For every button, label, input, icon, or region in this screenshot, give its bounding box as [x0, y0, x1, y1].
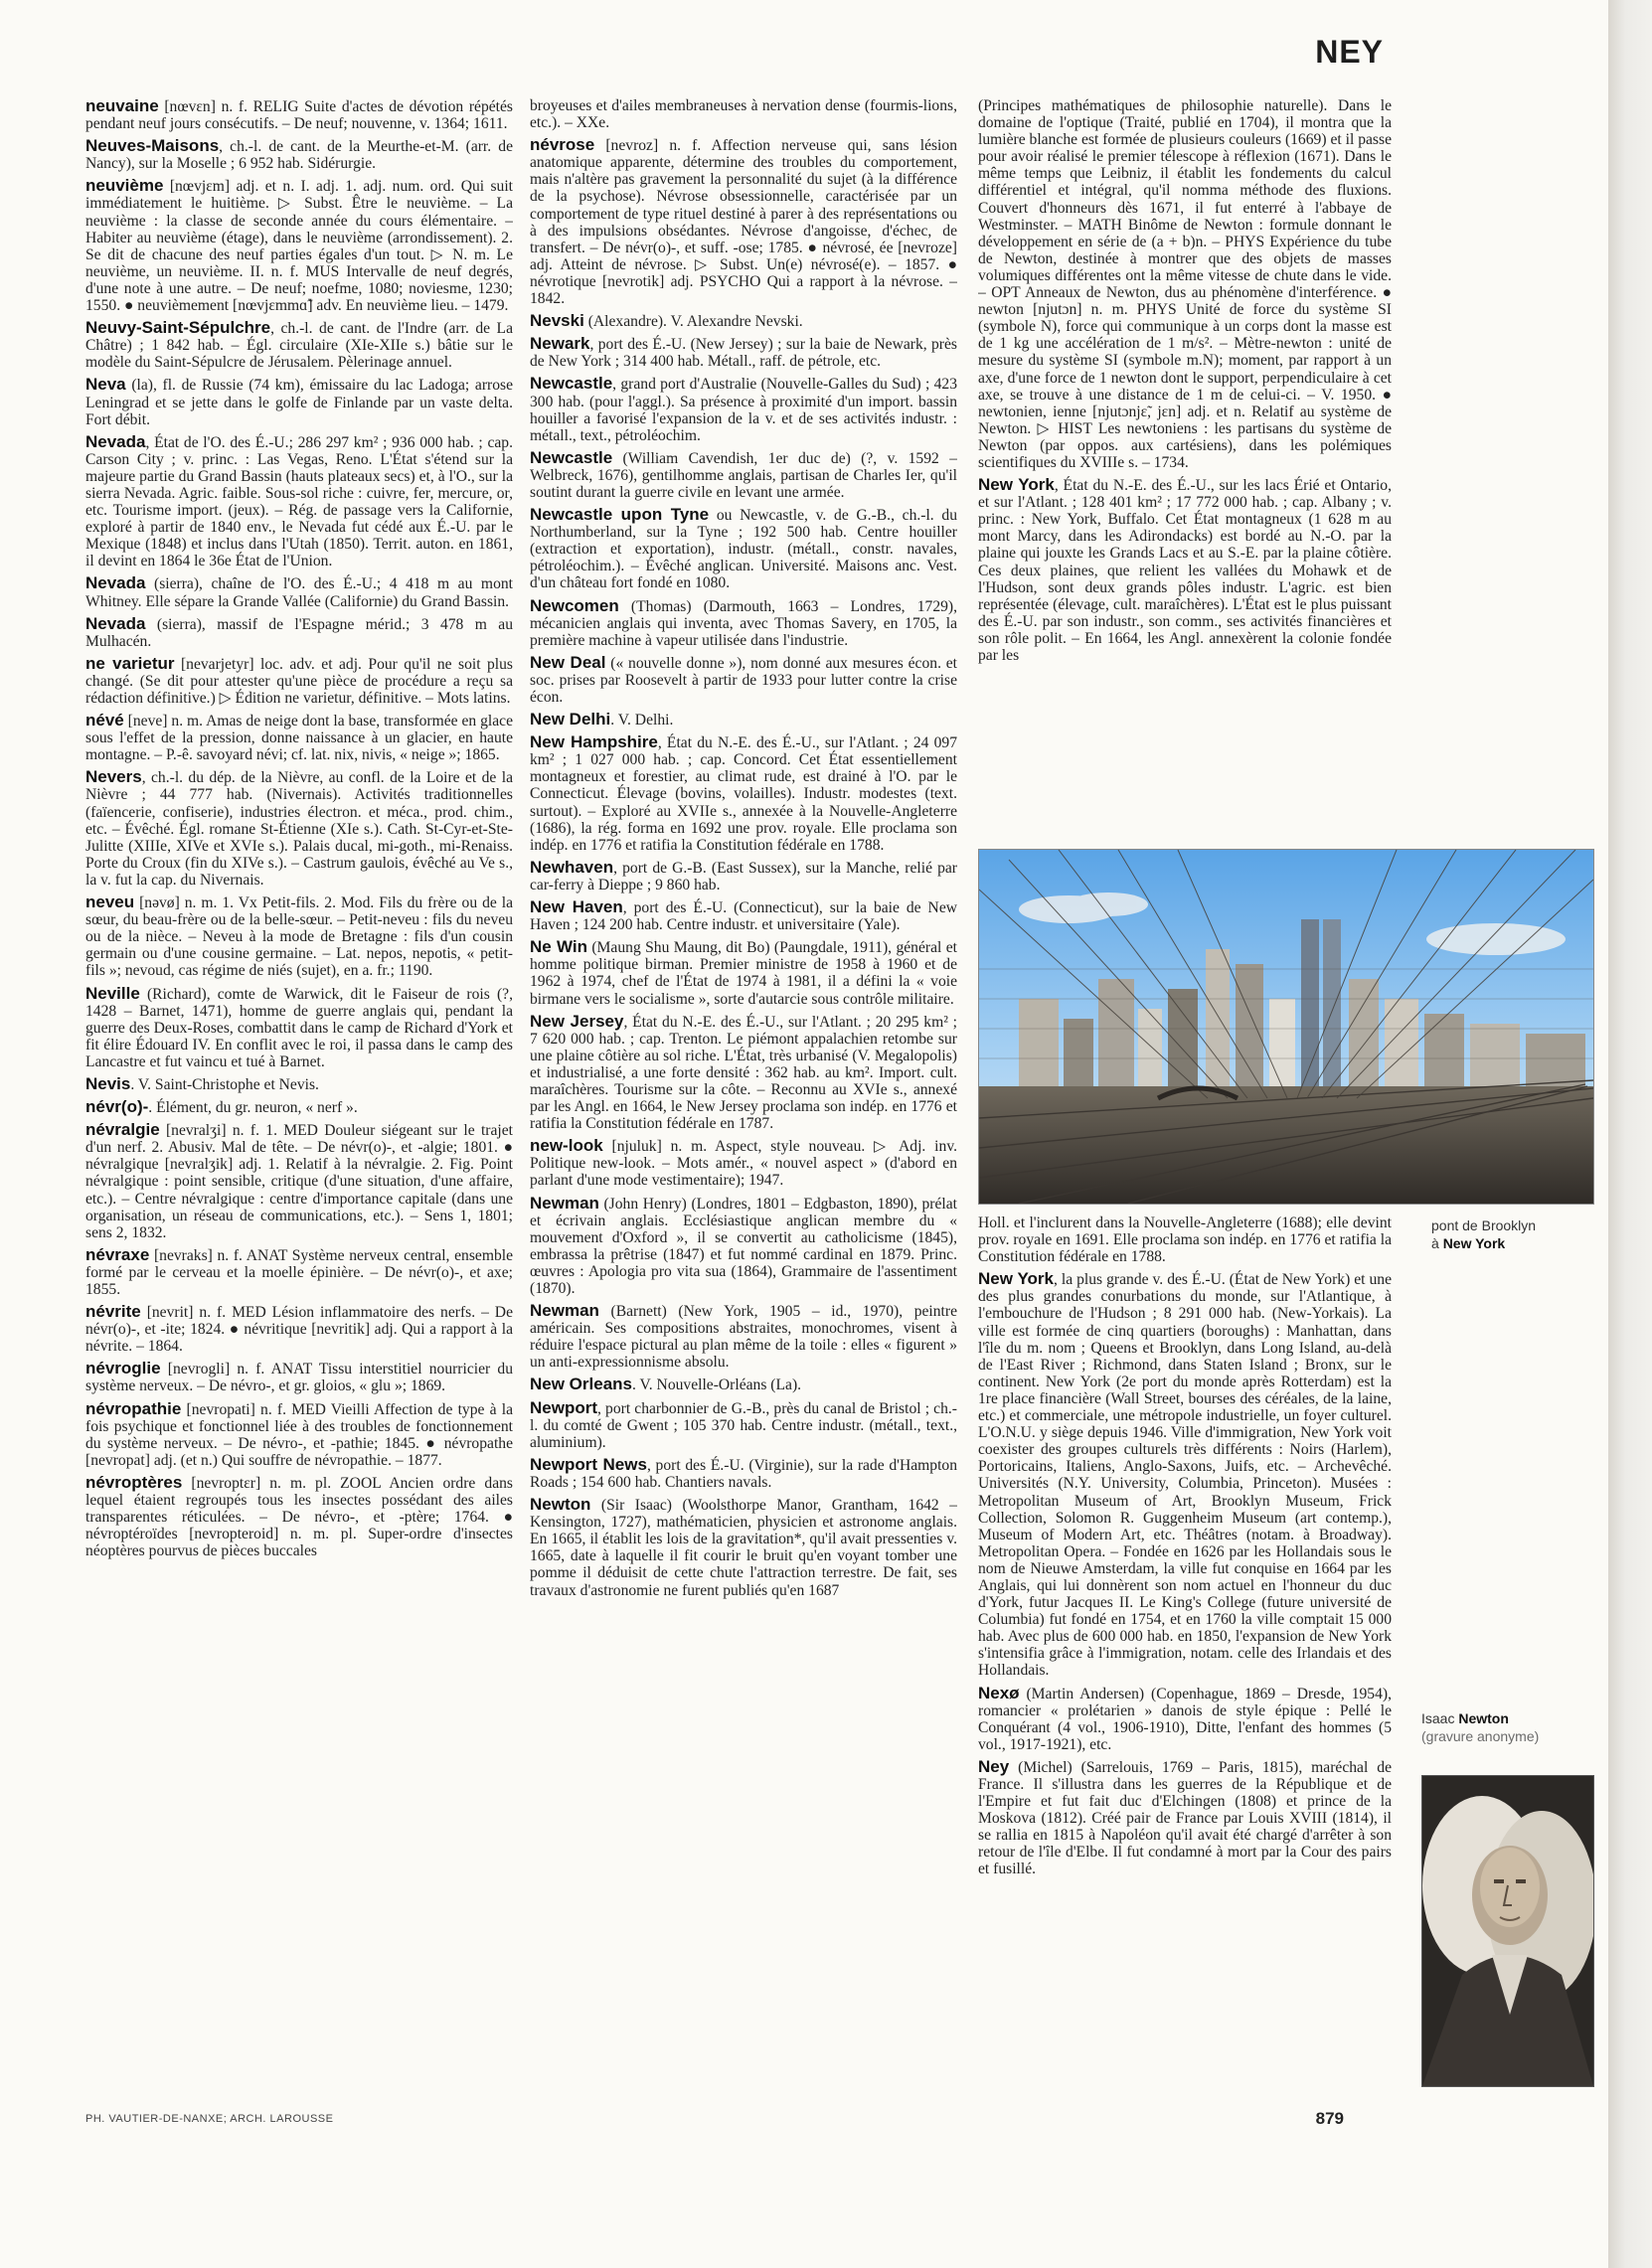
entry-text: , État du N.-E. des É.-U., sur les lacs Érié et Ontario, et sur l'Atlant. ; 128 401 km² ; 17 772 000 hab. ; cap. Albany ; v. princ. : New York, Buffalo. Cet État montagneux (1 628 m au mont Marcy, dans les Adirondacks) est bordé au N.-O. par la plaine qui jouxte les Grands Lacs et au S.-E. par la plaine côtière. Ces deux plaines, que relient les vallées du Mohawk et de l'Hudson, sont deux grands pôles industr. L'agric. est bien représentée (élevage, cult. maraîchères). L'État est le plus puissant des É.-U. par son industr., son comm., ses activités financières et son rôle polit. – En 1664, les Angl. annexèrent la colonie fondée par les	[978, 477, 1392, 664]
headword: Nevis	[85, 1073, 131, 1093]
dictionary-entry	[530, 335, 957, 370]
dictionary-entry	[85, 655, 513, 707]
dictionary-entry	[530, 1399, 957, 1451]
dictionary-entry	[530, 654, 957, 706]
dictionary-entry	[85, 1303, 513, 1355]
bridge-caption	[1431, 1216, 1600, 1252]
dictionary-entry	[530, 1496, 957, 1599]
dictionary-entry	[530, 597, 957, 649]
entry-text: , État de l'O. des É.-U.; 286 297 km² ; 936 000 hab. ; cap. Carson City ; v. princ. : Las Vegas, Reno. L'État s'étend sur la majeure partie du Grand Bassin (hauts plateaux secs) et, à l'O., sur la sierra Nevada. Agric. faible. Sous-sol riche : cuivre, fer, mercure, or, etc. Tourisme import. (jeux). – Rég. de passage vers la Californie, exploré à partir de 1840 env., le Nevada fut cédé aux É.-U. par le Mexique (1848) et inclus dans l'Utah (1850). Territ. auton. en 1861, il devint en 1864 le 36e État de l'Union.	[85, 433, 513, 570]
brooklyn-bridge-photo	[978, 849, 1594, 1205]
headword: New Deal	[530, 652, 606, 672]
entry-text: (Alexandre). V. Alexandre Nevski.	[583, 313, 803, 331]
headword: Newton	[530, 1495, 591, 1515]
dictionary-entry	[85, 1246, 513, 1298]
dictionary-entry	[85, 1098, 513, 1116]
entry-text: (Principes mathématiques de philosophie naturelle). Dans le domaine de l'optique (Traité, publié en 1704), il montra que la lumière blanche est formée de plusieurs couleurs (1669) et il passe pour avoir réalisé le premier télescope à réflexion (1671). Dans le même temps que Leibniz, il établit les fondements du calcul différentiel et intégral, qu'il nomma méthode des fluxions. Couvert d'honneurs dès 1671, il fut enterré à l'abbaye de Westminster. – MATH Binôme de Newton : formule donnant le développement en série de (a + b)n. – PHYS Expérience du tube de Newton, destinée à montrer que des objets de masses volumiques différentes ont la même vitesse de chute dans le vide. – OPT Anneaux de Newton, dus au phénomène d'interférence. ● newton [njutɔn] n. m. PHYS Unité de force du système SI (symbole N), force qui communique à un corps dont la masse est de 1 kg une accélération de 1 m/s². – Mètre-newton : unité de mesure du système SI (symbole m.N); moment, par rapport à un axe, d'une force de 1 newton dont le support, perpendiculaire à cet axe, se trouve à une distance de 1 m de celui-ci. – V. 1950. ● newtonien, ienne [njutɔnjɛ̃, jɛn] adj. et n. Relatif au système de Newton. ▷ HIST Les newtoniens : les partisans du système de Newton (par oppos. aux cartésiens), dans les polémiques scientifiques du XVIIIe s. – 1734.	[978, 97, 1392, 471]
headword: Nexø	[978, 1683, 1020, 1702]
entry-text: [nœvɛn] n. f. RELIG Suite d'actes de dévotion répétés pendant neuf jours consécutifs. – De neuf; nouvenne, v. 1364; 1611.	[85, 98, 513, 133]
dictionary-entry	[530, 1376, 957, 1393]
entry-text: [nevrogli] n. f. ANAT Tissu interstitiel nourricier du système nerveux. – De névro-, et gr. gloios, « glu »; 1869.	[85, 1361, 513, 1395]
dictionary-entry	[530, 136, 957, 307]
entry-text: [nevralʒi] n. f. 1. MED Douleur siégeant sur le trajet d'un nerf. 2. Abusiv. Mal de tête. – De névr(o)-, et -algie; 1801. ● névralgique [nevralʒik] adj. 1. Relatif à la névralgie. 2. Fig. Point névralgique : point sensible, critique (d'une situation, d'une affaire, etc.). – Centre névralgique : centre d'importance capitale (dans une organisation, un réseau de communications, etc.). – Sens 1, 1801; sens 2, 1832.	[85, 1122, 513, 1241]
dictionary-entry	[978, 1685, 1392, 1753]
headword: Newcomen	[530, 595, 619, 615]
entry-text: , la plus grande v. des É.-U. (État de New York) et une des plus grandes conurbations du monde, sur l'Atlantique, à l'embouchure de l'Hudson ; 8 291 000 hab. (New-Yorkais). La ville est formée de cinq quartiers (boroughs) : Manhattan, dans l'île du m. nom ; Queens et Brooklyn, dans Long Island, au-delà de l'East River ; Richmond, dans Staten Island ; Bronx, sur le continent. New York (2e port du monde après Rotterdam) est la 1re place financière (Wall Street, bourses des céréales, de la laine, etc.) et commerciale, une métropole industrielle, un foyer culturel. L'O.N.U. y siège depuis 1946. Ville d'immigration, New York voit coexister des groupes culturels très différents : Noirs (Harlem), Portoricains, Italiens, Anglo-Saxons, Juifs, etc. – Archevêché. Universités (N.Y. University, Columbia, Princeton). Musées : Metropolitan Museum of Art, Brooklyn Museum, Frick Collection, Solomon R. Guggenheim Museum (art contemp.), Museum of Modern Art, etc. Théâtres (notam. à Broadway). Metropolitan Opera. – Fondée en 1626 par les Hollandais sous le nom de Nieuwe Amsterdam, la ville fut conquise en 1664 par les Anglais, qui lui donnèrent son nom actuel en l'honneur du duc d'York, futur Jacques II. Le King's College (future université de Columbia) fut fondé en 1754, et en 1760 la ville comptait 15 000 hab. Avec plus de 600 000 hab. en 1850, l'expansion de New York s'intensifia grâce à l'immigration, notam. celle des Irlandais et des Hollandais.	[978, 1271, 1392, 1680]
entry-text: (sierra), massif de l'Espagne mérid.; 3 478 m au Mulhacén.	[85, 615, 513, 650]
headword: Newport News	[530, 1454, 647, 1474]
entry-text: . V. Saint-Christophe et Nevis.	[130, 1075, 319, 1093]
column-3-bottom	[978, 1215, 1392, 2087]
entry-text: , port charbonnier de G.-B., près du canal de Bristol ; ch.-l. du comté de Gwent ; 105 370 hab. Centre industr. (métall., text., aluminium).	[530, 1399, 957, 1451]
headword: Ne Win	[530, 937, 587, 957]
headword: névé	[85, 711, 124, 730]
entry-text: [njuluk] n. m. Aspect, style nouveau. ▷ Adj. inv. Politique new-look. – Mots amér., « nouvel aspect » (d'abord en parlant d'une mode vestimentaire); 1947.	[530, 1138, 957, 1190]
headword: Nevers	[85, 767, 142, 787]
entry-text: , port des É.-U. (Virginie), sur la rade d'Hampton Roads ; 154 600 hab. Chantiers navals.	[530, 1456, 957, 1491]
entry-text: (John Henry) (Londres, 1801 – Edgbaston, 1890), prélat et écrivain anglais. Ecclésiastique anglican membre du « mouvement d'Oxford », il se convertit au catholicisme (1845), embrassa la prêtrise (1847) et fut nommé cardinal en 1879. Princ. œuvres : Apologia pro vita sua (1864), Grammaire de l'assentiment (1870).	[530, 1195, 957, 1297]
dictionary-entry	[85, 433, 513, 570]
headword: névralgie	[85, 1120, 160, 1140]
dictionary-entry	[85, 319, 513, 371]
entry-text: [nevarjetyr] loc. adv. et adj. Pour qu'il ne soit plus changé. (Se dit pour attester qu'une pièce de procédure a reçu sa rédaction définitive.) ▷ Édition ne varietur, définitive. – Mots latins.	[85, 655, 513, 707]
dictionary-entry	[978, 1270, 1392, 1679]
headword: New Haven	[530, 897, 623, 917]
headword: neuvième	[85, 176, 164, 196]
headword: new-look	[530, 1136, 603, 1156]
dictionary-entry	[530, 375, 957, 443]
entry-text: , ch.-l. du dép. de la Nièvre, au confl. de la Loire et de la Nièvre ; 44 777 hab. (Nivernais). Activités traditionnelles (faïencerie, confiserie), industries électron. et méca., prod. chim., etc. – Évêché. Égl. romane St-Étienne (XIe s.). Cath. St-Cyr-et-Ste-Julitte (XIIIe, XIVe et XVIe s.). Palais ducal, mi-goth., mi-Renaiss. Porte du Croux (fin du XIVe s.). – Castrum gaulois, évêché au Ve s., la v. fut la cap. du Nivernais.	[85, 769, 513, 889]
entry-text: , ch.-l. de cant. de la Meurthe-et-M. (arr. de Nancy), sur la Moselle ; 6 952 hab. Sidérurgie.	[85, 138, 513, 173]
headword: Newcastle upon Tyne	[530, 505, 710, 525]
entry-text: (Barnett) (New York, 1905 – id., 1970), peintre américain. Ses compositions abstraites, monochromes, visent à réduire l'espace pictural au plan même de la toile : elles « figurent » un anti-expressionnisme absolu.	[530, 1303, 957, 1372]
headword: névropathie	[85, 1398, 182, 1418]
headword: New York	[978, 475, 1055, 495]
entry-text: , grand port d'Australie (Nouvelle-Galles du Sud) ; 423 300 hab. (pour l'aggl.). Sa présence à proximité d'un import. bassin houiller a favorisé l'expansion de la v. et de ses activités industr. : métall., text., pétroléochim.	[530, 376, 957, 444]
entry-text: (Michel) (Sarrelouis, 1769 – Paris, 1815), maréchal de France. Il s'illustra dans les guerres de la République et de l'Empire et fut fait duc d'Elchingen (1808) et prince de la Moskova (1812). Créé pair de France par Louis XVIII (1814), il se rallia en 1815 à Napoléon qu'il avait été chargé d'arrêter à son retour de l'île d'Elbe. Il fut condamné à mort par la Cour des pairs et fusillé.	[978, 1758, 1392, 1878]
entry-text: . V. Nouvelle-Orléans (La).	[632, 1377, 802, 1394]
dictionary-entry	[978, 1758, 1392, 1878]
entry-text: [nəvø] n. m. 1. Vx Petit-fils. 2. Mod. Fils du frère ou de la sœur, du beau-frère ou de la belle-sœur. – Petit-neveu : fils du neveu ou de la nièce. – Neveu à la mode de Bretagne : fils d'un cousin germain ou d'une cousine germaine. – Lat. nepos, nepotis, « petit-fils »; nevoud, cas régime de niés (sujet), en a. fr.; 1190.	[85, 894, 513, 980]
newton-caption-first: Isaac	[1421, 1710, 1455, 1726]
headword: Neva	[85, 375, 126, 395]
entry-text: [nœvjɛm] adj. et n. I. adj. 1. adj. num. ord. Qui suit immédiatement le huitième. ▷ Subst. Être le neuvième. – La neuvième : la classe de seconde année du cours élémentaire. – Habiter au neuvième (étage), dans le neuvième (arrondissement). 2. Se dit de chacune des neuf parties égales d'un tout. ▷ N. m. Le neuvième, un neuvième. II. n. f. MUS Intervalle de neuf degrés, d'une note à une autre. – De neuf; noefme, 1080; noviesme, 1230; 1550. ● neuvièmement [nœvjɛmmɑ̃] adv. En neuvième lieu. – 1479.	[85, 178, 513, 315]
entry-text: (Martin Andersen) (Copenhague, 1869 – Dresde, 1954), romancier « prolétarien » danois de style épique : Pellé le Conquérant (4 vol., 1906-1910), Ditte, l'enfant des hommes (5 vol., 1917-1921), etc.	[978, 1685, 1392, 1753]
headword: ne varietur	[85, 653, 175, 673]
running-head: NEY	[1315, 34, 1384, 70]
dictionary-entry	[85, 615, 513, 650]
bridge-caption-place: New York	[1442, 1235, 1506, 1251]
dictionary-entry	[85, 1360, 513, 1394]
entry-text: (sierra), chaîne de l'O. des É.-U.; 4 418 m au mont Whitney. Elle sépare la Grande Vallée (Californie) du Grand Bassin.	[85, 575, 513, 610]
entry-text: Holl. et l'inclurent dans la Nouvelle-Angleterre (1688); elle devint prov. royale en 1691. Elle proclama son indép. en 1776 et ratifia la Constitution fédérale en 1788.	[978, 1215, 1392, 1266]
newton-caption-sub: (gravure anonyme)	[1421, 1728, 1540, 1744]
headword: neuvaine	[85, 97, 159, 115]
entry-text: (William Cavendish, 1er duc de) (?, v. 1592 – Welbreck, 1676), gentilhomme anglais, partisan de Charles Ier, qu'il soutint durant la guerre civile en levant une armée.	[530, 449, 957, 501]
dictionary-entry	[85, 1075, 513, 1093]
headword: Neuvy-Saint-Sépulchre	[85, 318, 271, 338]
dictionary-entry	[85, 1121, 513, 1241]
entry-text: (Thomas) (Darmouth, 1663 – Londres, 1729), mécanicien anglais qui inventa, avec Thomas Savery, en 1705, la première machine à vapeur utilisée dans l'industrie.	[530, 597, 957, 649]
headword: névraxe	[85, 1244, 150, 1264]
entry-text: (Maung Shu Maung, dit Bo) (Paungdale, 1911), général et homme politique birman. Premier ministre de 1958 à 1960 et de 1962 à 1974, chef de l'État de 1974 à 1981, il a défini la « voie birmane vers le socialisme », sorte d'autarcie sous contrôle militaire.	[530, 939, 957, 1008]
headword: Newcastle	[530, 447, 613, 467]
entry-text: [neve] n. m. Amas de neige dont la base, transformée en glace sous l'effet de la pression, donne naissance à un glacier, en haute montagne. – P.-ê. savoyard névi; cf. lat. nix, nivis, « neige »; 1865.	[85, 713, 513, 764]
headword: New Orleans	[530, 1375, 632, 1394]
entry-text: ou Newcastle, v. de G.-B., ch.-l. du Northumberland, sur la Tyne ; 192 500 hab. Centre houiller (extraction et exportation), industr. (métall., constr. navales, pétroléochim.). – Évêché anglican. Université. Maisons anc. Vest. d'un château fort fondé en 1080.	[530, 507, 957, 592]
dictionary-entry	[530, 1137, 957, 1189]
headword: névrose	[530, 135, 595, 155]
headword: New Jersey	[530, 1011, 624, 1031]
headword: névrite	[85, 1302, 141, 1322]
headword: Newport	[530, 1397, 597, 1417]
entry-text: [nevroz] n. f. Affection nerveuse qui, sans lésion anatomique apparente, détermine des troubles du comportement, mais n'altère pas gravement la personnalité du sujet (à la différence de la psychose). Névrose obsessionnelle, caractérisée par un comportement de type rituel destiné à parer à des représentations ou à des impulsions obsédantes. Névrose d'angoisse, d'échec, de transfert. – De névr(o)-, et suff. -ose; 1785. ● névrosé, ée [nevroze] adj. Atteint de névrose. ▷ Subst. Un(e) névrosé(e). – 1857. ● névrotique [nevrotik] adj. PSYCHO Qui a rapport à la névrose. – 1842.	[530, 137, 957, 308]
headword: Ney	[978, 1756, 1010, 1776]
headword: New Hampshire	[530, 732, 658, 752]
dictionary-entry	[85, 1400, 513, 1469]
bridge-caption-prefix: pont de Brooklyn	[1431, 1217, 1537, 1233]
entry-text: [nevropati] n. f. MED Vieilli Affection de type à la fois psychique et fonctionnel liée à des troubles de fonctionnement du système nerveux. – De névro-, et -pathie; 1845. ● névropathe [nevropat] adj. (et n.) Qui souffre de névropathie. – 1877.	[85, 1400, 513, 1469]
scan-edge	[1608, 0, 1652, 2268]
entry-text: . Élément, du gr. neuron, « nerf ».	[148, 1099, 358, 1117]
column-2	[530, 97, 957, 2085]
headword: Neuves-Maisons	[85, 136, 220, 156]
headword: New York	[978, 1269, 1054, 1289]
bridge-caption-at: à	[1431, 1235, 1439, 1251]
dictionary-entry	[85, 97, 513, 132]
headword: Newark	[530, 334, 590, 354]
headword: Neville	[85, 983, 140, 1003]
headword: Newman	[530, 1301, 599, 1321]
dictionary-entry	[85, 712, 513, 763]
dictionary-entry	[530, 733, 957, 854]
entry-text: . V. Delhi.	[610, 712, 674, 729]
newton-caption	[1421, 1709, 1600, 1745]
headword: Newhaven	[530, 857, 614, 877]
dictionary-entry	[85, 893, 513, 979]
entry-text: [nevraks] n. f. ANAT Système nerveux central, ensemble formé par le cerveau et la moelle épinière. – De névr(o)-, et axe; 1855.	[85, 1246, 513, 1298]
entry-text: (Richard), comte de Warwick, dit le Faiseur de rois (?, 1428 – Barnet, 1471), homme de guerre anglais qui, pendant la guerre des Deux-Roses, combattit dans le camp de Richard d'York et fit élire Édouard IV. En conflit avec le roi, il passa dans le camp des Lancastre et fut vaincu et tué à Barnet.	[85, 985, 513, 1070]
headword: Nevada	[85, 573, 146, 593]
headword: Newman	[530, 1193, 599, 1213]
dictionary-entry	[978, 476, 1392, 664]
headword: Newcastle	[530, 374, 613, 394]
entry-text: , port des É.-U. (Connecticut), sur la baie de New Haven ; 124 200 hab. Centre industr. et universitaire (Yale).	[530, 899, 957, 934]
dictionary-entry	[530, 1302, 957, 1371]
dictionary-entry	[530, 1456, 957, 1491]
newton-engraving	[1422, 1776, 1593, 2086]
dictionary-entry	[85, 574, 513, 609]
newton-portrait	[1421, 1775, 1594, 2087]
column-1	[85, 97, 513, 2085]
headword: Nevada	[85, 613, 146, 633]
headword: névroptères	[85, 1472, 183, 1492]
entry-text: , ch.-l. de cant. de l'Indre (arr. de La Châtre) ; 1 842 hab. – Égl. circulaire (XIe-XIIe s.) bâtie sur le modèle du Saint-Sépulcre de Jérusalem. Pèlerinage annuel.	[85, 320, 513, 372]
dictionary-entry	[85, 985, 513, 1070]
dictionary-entry	[530, 312, 957, 330]
dictionary-entry	[530, 859, 957, 893]
dictionary-entry	[85, 137, 513, 172]
dictionary-entry	[530, 1195, 957, 1298]
entry-text: [nevroptɛr] n. m. pl. ZOOL Ancien ordre dans lequel étaient regroupés tous les insectes possédant des ailes transparentes réticulées. – De névro-, et -ptère; 1764. ● névroptéroïdes [nevropteroid] n. m. pl. Super-ordre d'insectes néoptères pourvus de pièces buccales	[85, 1474, 513, 1560]
dictionary-entry	[85, 177, 513, 314]
headword: New Delhi	[530, 710, 611, 729]
entry-text: , État du N.-E. des É.-U., sur l'Atlant. ; 24 097 km² ; 1 027 000 hab. ; cap. Concord. Cet État essentiellement montagneux et forestier, au climat rude, est drainé à l'O. par le Connecticut. Élevage (bovins, volailles). Industr. modestes (text. surtout). – Exploré au XVIIe s., annexée à la Nouvelle-Angleterre (1686), la rég. forma en 1692 une prov. royale. Elle proclama son indép. en 1776 et ratifia la Constitution fédérale en 1788.	[530, 734, 957, 854]
entry-text: , État du N.-E. des É.-U., sur l'Atlant. ; 20 295 km² ; 7 620 000 hab. ; cap. Trenton. Le piémont appalachien retombe sur une plaine côtière au sol riche. L'État, très urbanisé (V. Megalopolis) et industrialisé, a une forte densité : 362 hab. au km². Import. cult. maraîchères. Tourisme sur la côte. – Reconnu au XVIe s., annexé par les Angl. en 1664, le New Jersey proclama son indép. en 1776 et ratifia la Constitution fédérale en 1787.	[530, 1013, 957, 1133]
dictionary-entry	[530, 506, 957, 591]
headword: Nevski	[530, 311, 584, 331]
dictionary-entry	[85, 768, 513, 889]
entry-text: (« nouvelle donne »), nom donné aux mesures écon. et soc. prises par Roosevelt à partir de 1933 pour lutter contre la crise écon.	[530, 654, 957, 706]
headword: Nevada	[85, 431, 146, 451]
dictionary-entry	[530, 711, 957, 729]
dictionary-entry	[530, 1013, 957, 1133]
brooklyn-bridge-illustration	[979, 850, 1593, 1204]
entry-text: (Sir Isaac) (Woolsthorpe Manor, Grantham, 1642 – Kensington, 1727), mathématicien, physicien et astronome anglais. En 1665, il établit les lois de la gravitation*, qu'il avait pressenties v. 1665, date à laquelle il fit courir le bruit qu'en voyant tomber une pomme il déduisit de cette chute l'attraction terrestre. De fait, ses travaux d'astronomie ne furent publiés qu'en 1687	[530, 1497, 957, 1599]
dictionary-entry	[530, 97, 957, 131]
entry-text: , port de G.-B. (East Sussex), sur la Manche, relié par car-ferry à Dieppe ; 9 860 hab.	[530, 859, 957, 893]
dictionary-entry	[530, 449, 957, 501]
entry-text: broyeuses et d'ailes membraneuses à nervation dense (fourmis-lions, etc.). – XXe.	[530, 97, 957, 132]
dictionary-entry	[530, 898, 957, 933]
dictionary-entry	[85, 376, 513, 427]
headword: névr(o)-	[85, 1097, 149, 1117]
headword: neveu	[85, 892, 135, 912]
dictionary-entry	[85, 1474, 513, 1559]
entry-text: [nevrit] n. f. MED Lésion inflammatoire des nerfs. – De névr(o)-, et -ite; 1824. ● névritique [nevritik] adj. Qui a rapport à la névrite. – 1864.	[85, 1304, 513, 1356]
dictionary-entry	[530, 938, 957, 1007]
newton-caption-name: Newton	[1458, 1710, 1509, 1726]
headword: névroglie	[85, 1359, 161, 1378]
entry-text: , port des É.-U. (New Jersey) ; sur la baie de Newark, près de New York ; 314 400 hab. Métall., raff. de pétrole, etc.	[530, 336, 957, 371]
page-number: 879	[1315, 2109, 1344, 2128]
photo-credit: PH. VAUTIER-DE-NANXE; ARCH. LAROUSSE	[85, 2113, 334, 2125]
dictionary-entry	[978, 97, 1392, 471]
dictionary-entry	[978, 1215, 1392, 1265]
entry-text: (la), fl. de Russie (74 km), émissaire du lac Ladoga; arrose Leningrad et se jette dans le golfe de Finlande par un vaste delta. Fort débit.	[85, 377, 513, 428]
